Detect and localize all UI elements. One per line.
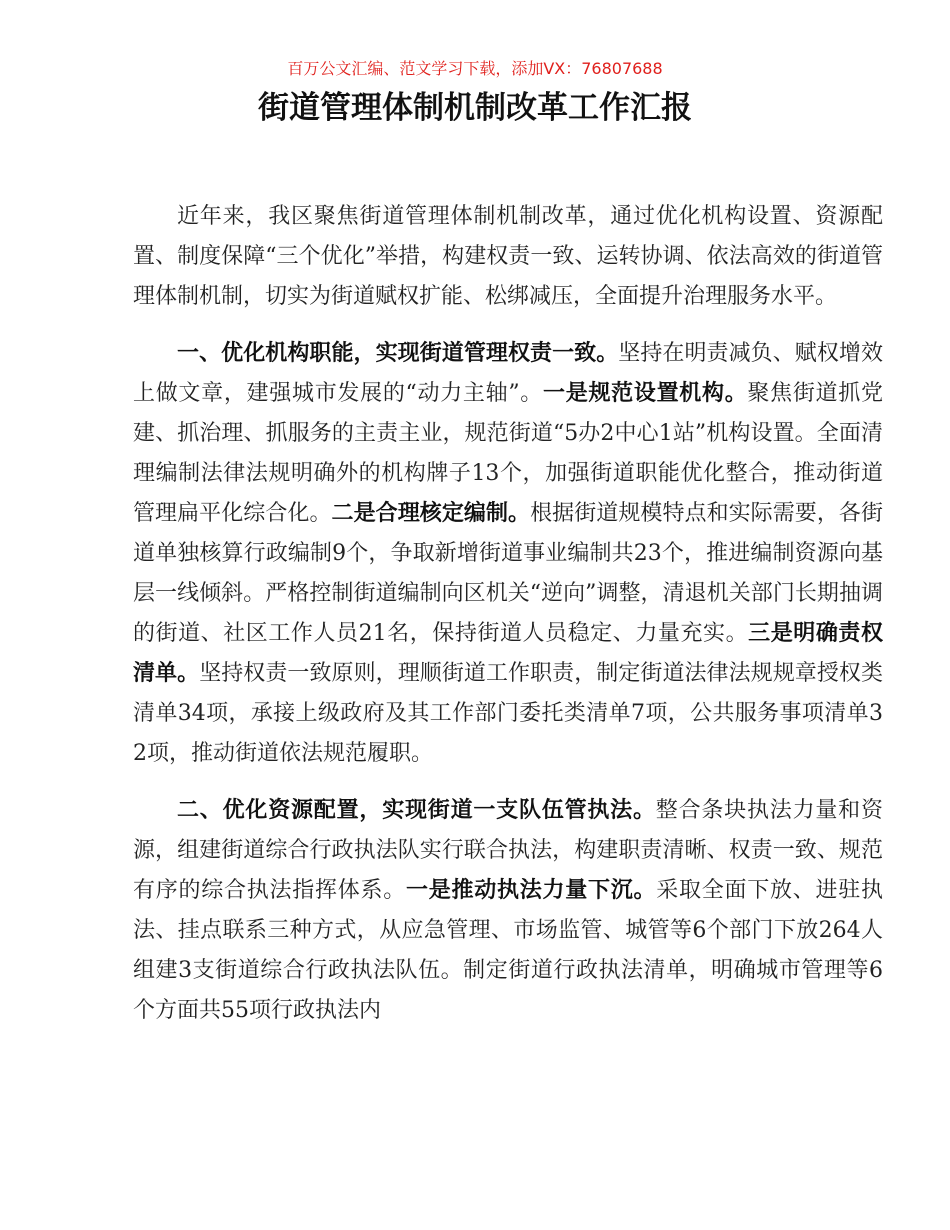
- subsection-title: 三是明确责权清单。: [133, 621, 883, 686]
- section-heading: 一、优化机构职能，实现街道管理权责一致。: [177, 341, 619, 366]
- section-intro: 整合条块执法力量和资源，组建街道综合行政执法队实行联合执法，构建职责清晰、权责一致、规范有序的综合执法指挥体系。: [133, 798, 883, 903]
- subsection-text: 采取全面下放、进驻执法、挂点联系三种方式，从应急管理、市场监管、城管等6个部门下放264人组建3支街道综合行政执法队伍。制定街道行政执法清单，明确城市管理等6个方面共55项行政执法内: [133, 878, 883, 1023]
- paragraph-section-2: [133, 791, 883, 1031]
- watermark-banner: 百万公文汇编、范文学习下载，添加VX：76807688: [287, 59, 663, 78]
- section-heading: 二、优化资源配置，实现街道一支队伍管执法。: [177, 798, 656, 823]
- paragraph-intro: [133, 197, 883, 317]
- document-title: 街道管理体制机制改革工作汇报: [258, 90, 692, 126]
- subsection-title: 一是推动执法力量下沉。: [405, 878, 657, 903]
- section-intro: 坚持在明责减负、赋权增效上做文章，建强城市发展的“动力主轴”。: [133, 341, 883, 406]
- paragraph-text: 近年来，我区聚焦街道管理体制机制改革，通过优化机构设置、资源配置、制度保障“三个优化”举措，构建权责一致、运转协调、依法高效的街道管理体制机制，切实为街道赋权扩能、松绑减压，全面提升治理服务水平。: [133, 204, 883, 309]
- paragraph-section-1: [133, 334, 883, 774]
- subsection-text: 坚持权责一致原则，理顺街道工作职责，制定街道法律法规规章授权类清单34项，承接上级政府及其工作部门委托类清单7项，公共服务事项清单32项，推动街道依法规范履职。: [133, 661, 883, 766]
- document-body: [133, 197, 883, 1048]
- subsection-title: 二是合理核定编制。: [331, 501, 531, 526]
- subsection-text: 聚焦街道抓党建、抓治理、抓服务的主责主业，规范街道“5办2中心1站”机构设置。全面清理编制法律法规明确外的机构牌子13个，加强街道职能优化整合，推动街道管理扁平化综合化。: [133, 381, 883, 526]
- subsection-title: 一是规范设置机构。: [543, 381, 748, 406]
- subsection-text: 根据街道规模特点和实际需要，各街道单独核算行政编制9个，争取新增街道事业编制共23个，推进编制资源向基层一线倾斜。严格控制街道编制向区机关“逆向”调整，清退机关部门长期抽调的街道、社区工作人员21名，保持街道人员稳定、力量充实。: [133, 501, 883, 646]
